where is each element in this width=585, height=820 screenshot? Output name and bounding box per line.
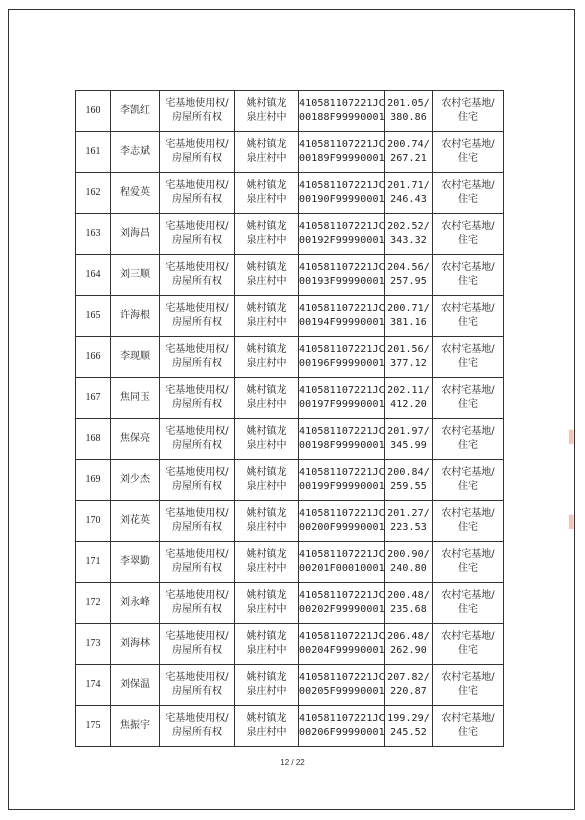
area-cell — [385, 501, 433, 542]
area-cell — [385, 255, 433, 296]
row-number-cell: 172 — [76, 583, 111, 624]
area-line: 199.29/ — [387, 713, 430, 724]
usage-cell — [433, 501, 504, 542]
owner-name-cell: 李凯红 — [111, 91, 160, 132]
right-type-cell — [160, 337, 235, 378]
parcel-code-line: 410581107221JC — [299, 713, 385, 724]
location-line: 姚村镇龙 — [246, 467, 287, 478]
usage-cell — [433, 706, 504, 747]
parcel-code-line: 00198F99990001 — [299, 440, 385, 451]
area-cell — [385, 378, 433, 419]
usage-line: 住宅 — [458, 686, 478, 697]
area-line: 262.90 — [390, 645, 427, 656]
table-row — [76, 624, 504, 665]
owner-name-cell: 刘少杰 — [111, 460, 160, 501]
right-type-line: 宅基地使用权/ — [165, 508, 229, 519]
location-line: 泉庄村中 — [246, 153, 287, 164]
usage-cell — [433, 173, 504, 214]
usage-line: 住宅 — [458, 276, 478, 287]
parcel-code-line: 410581107221JC — [299, 631, 385, 642]
parcel-code-line: 410581107221JC — [299, 549, 385, 560]
row-number-cell: 163 — [76, 214, 111, 255]
right-type-cell — [160, 296, 235, 337]
table-row — [76, 173, 504, 214]
location-line: 泉庄村中 — [246, 399, 287, 410]
area-line: 412.20 — [390, 399, 427, 410]
location-line: 泉庄村中 — [246, 440, 287, 451]
usage-line: 住宅 — [458, 153, 478, 164]
right-type-line: 宅基地使用权/ — [165, 262, 229, 273]
usage-line: 住宅 — [458, 112, 478, 123]
parcel-code-line: 00199F99990001 — [299, 481, 385, 492]
owner-name-cell: 许海根 — [111, 296, 160, 337]
location-line: 泉庄村中 — [246, 194, 287, 205]
table-row — [76, 255, 504, 296]
location-line: 姚村镇龙 — [246, 221, 287, 232]
row-number-cell: 171 — [76, 542, 111, 583]
location-line: 姚村镇龙 — [246, 590, 287, 601]
parcel-code-cell — [299, 460, 385, 501]
area-line: 380.86 — [390, 112, 427, 123]
parcel-code-cell — [299, 255, 385, 296]
parcel-code-cell — [299, 296, 385, 337]
owner-name-cell: 李现顺 — [111, 337, 160, 378]
owner-name-cell: 刘海林 — [111, 624, 160, 665]
table-row — [76, 337, 504, 378]
table-row — [76, 665, 504, 706]
area-cell — [385, 173, 433, 214]
location-line: 姚村镇龙 — [246, 508, 287, 519]
usage-line: 农村宅基地/ — [441, 672, 495, 683]
parcel-code-cell — [299, 132, 385, 173]
usage-line: 农村宅基地/ — [441, 221, 495, 232]
right-type-line: 宅基地使用权/ — [165, 426, 229, 437]
row-number-cell: 161 — [76, 132, 111, 173]
table-row — [76, 91, 504, 132]
area-cell — [385, 624, 433, 665]
owner-name-cell: 焦保亮 — [111, 419, 160, 460]
usage-line: 农村宅基地/ — [441, 344, 495, 355]
location-line: 泉庄村中 — [246, 727, 287, 738]
usage-line: 住宅 — [458, 563, 478, 574]
table-row — [76, 542, 504, 583]
usage-cell — [433, 542, 504, 583]
parcel-code-line: 00193F99990001 — [299, 276, 385, 287]
location-line: 姚村镇龙 — [246, 426, 287, 437]
right-type-cell — [160, 542, 235, 583]
right-type-cell — [160, 501, 235, 542]
usage-cell — [433, 132, 504, 173]
usage-cell — [433, 255, 504, 296]
right-type-line: 房屋所有权 — [172, 604, 222, 615]
page-number: 12 / 22 — [280, 758, 305, 767]
area-line: 200.84/ — [387, 467, 430, 478]
usage-line: 住宅 — [458, 235, 478, 246]
parcel-code-line: 410581107221JC — [299, 344, 385, 355]
right-type-line: 房屋所有权 — [172, 563, 222, 574]
owner-name-cell: 焦同玉 — [111, 378, 160, 419]
location-line: 泉庄村中 — [246, 645, 287, 656]
owner-name-cell: 刘海昌 — [111, 214, 160, 255]
right-type-line: 宅基地使用权/ — [165, 221, 229, 232]
location-cell — [235, 337, 299, 378]
parcel-code-line: 410581107221JC — [299, 221, 385, 232]
area-line: 267.21 — [390, 153, 427, 164]
right-type-line: 宅基地使用权/ — [165, 385, 229, 396]
owner-name-cell: 李志斌 — [111, 132, 160, 173]
right-type-line: 宅基地使用权/ — [165, 467, 229, 478]
parcel-code-cell — [299, 214, 385, 255]
area-line: 245.52 — [390, 727, 427, 738]
area-line: 246.43 — [390, 194, 427, 205]
area-line: 257.95 — [390, 276, 427, 287]
usage-cell — [433, 296, 504, 337]
owner-name-cell: 焦振宇 — [111, 706, 160, 747]
location-cell — [235, 173, 299, 214]
location-cell — [235, 706, 299, 747]
parcel-code-cell — [299, 706, 385, 747]
location-cell — [235, 665, 299, 706]
owner-name-cell: 程爱英 — [111, 173, 160, 214]
location-line: 姚村镇龙 — [246, 262, 287, 273]
table-row — [76, 460, 504, 501]
area-line: 240.80 — [390, 563, 427, 574]
parcel-code-line: 410581107221JC — [299, 467, 385, 478]
location-line: 泉庄村中 — [246, 481, 287, 492]
parcel-code-line: 00190F99990001 — [299, 194, 385, 205]
area-line: 343.32 — [390, 235, 427, 246]
location-line: 泉庄村中 — [246, 522, 287, 533]
usage-cell — [433, 583, 504, 624]
area-cell — [385, 91, 433, 132]
area-cell — [385, 214, 433, 255]
usage-line: 农村宅基地/ — [441, 549, 495, 560]
row-number-cell: 173 — [76, 624, 111, 665]
parcel-code-cell — [299, 583, 385, 624]
location-line: 姚村镇龙 — [246, 672, 287, 683]
usage-cell — [433, 91, 504, 132]
parcel-code-line: 00206F99990001 — [299, 727, 385, 738]
parcel-code-cell — [299, 542, 385, 583]
location-cell — [235, 542, 299, 583]
location-line: 姚村镇龙 — [246, 713, 287, 724]
parcel-code-line: 410581107221JC — [299, 303, 385, 314]
location-line: 泉庄村中 — [246, 112, 287, 123]
right-type-line: 房屋所有权 — [172, 358, 222, 369]
area-cell — [385, 419, 433, 460]
location-cell — [235, 132, 299, 173]
owner-name-cell: 刘永峰 — [111, 583, 160, 624]
usage-line: 农村宅基地/ — [441, 467, 495, 478]
parcel-code-line: 410581107221JC — [299, 98, 385, 109]
right-type-line: 房屋所有权 — [172, 440, 222, 451]
usage-line: 住宅 — [458, 317, 478, 328]
parcel-code-cell — [299, 337, 385, 378]
location-line: 泉庄村中 — [246, 276, 287, 287]
registration-table — [75, 90, 504, 747]
location-line: 泉庄村中 — [246, 686, 287, 697]
right-type-cell — [160, 583, 235, 624]
seal-fragment-top: ▌ — [569, 430, 579, 444]
right-type-line: 房屋所有权 — [172, 235, 222, 246]
owner-name-cell: 刘保温 — [111, 665, 160, 706]
parcel-code-cell — [299, 378, 385, 419]
row-number-cell: 164 — [76, 255, 111, 296]
parcel-code-line: 00204F99990001 — [299, 645, 385, 656]
table-row — [76, 501, 504, 542]
location-line: 姚村镇龙 — [246, 303, 287, 314]
right-type-line: 房屋所有权 — [172, 194, 222, 205]
right-type-line: 宅基地使用权/ — [165, 180, 229, 191]
usage-line: 住宅 — [458, 727, 478, 738]
row-number-cell: 170 — [76, 501, 111, 542]
right-type-cell — [160, 706, 235, 747]
usage-line: 农村宅基地/ — [441, 385, 495, 396]
table-body — [76, 91, 504, 747]
area-line: 235.68 — [390, 604, 427, 615]
area-line: 204.56/ — [387, 262, 430, 273]
row-number-cell: 174 — [76, 665, 111, 706]
usage-line: 农村宅基地/ — [441, 262, 495, 273]
area-line: 223.53 — [390, 522, 427, 533]
area-cell — [385, 132, 433, 173]
area-line: 202.52/ — [387, 221, 430, 232]
area-line: 381.16 — [390, 317, 427, 328]
location-line: 泉庄村中 — [246, 317, 287, 328]
right-type-line: 房屋所有权 — [172, 522, 222, 533]
location-cell — [235, 583, 299, 624]
area-line: 345.99 — [390, 440, 427, 451]
usage-line: 农村宅基地/ — [441, 98, 495, 109]
area-line: 200.71/ — [387, 303, 430, 314]
area-line: 201.27/ — [387, 508, 430, 519]
location-cell — [235, 296, 299, 337]
area-line: 202.11/ — [387, 385, 430, 396]
parcel-code-cell — [299, 91, 385, 132]
area-line: 200.48/ — [387, 590, 430, 601]
parcel-code-line: 00194F99990001 — [299, 317, 385, 328]
right-type-line: 宅基地使用权/ — [165, 631, 229, 642]
location-cell — [235, 91, 299, 132]
parcel-code-line: 410581107221JC — [299, 262, 385, 273]
right-type-line: 宅基地使用权/ — [165, 139, 229, 150]
parcel-code-line: 00197F99990001 — [299, 399, 385, 410]
right-type-line: 房屋所有权 — [172, 481, 222, 492]
row-number-cell: 160 — [76, 91, 111, 132]
usage-line: 住宅 — [458, 440, 478, 451]
location-cell — [235, 460, 299, 501]
parcel-code-line: 410581107221JC — [299, 139, 385, 150]
location-line: 泉庄村中 — [246, 563, 287, 574]
area-cell — [385, 337, 433, 378]
usage-cell — [433, 624, 504, 665]
usage-line: 住宅 — [458, 604, 478, 615]
table-row — [76, 706, 504, 747]
area-line: 206.48/ — [387, 631, 430, 642]
right-type-cell — [160, 378, 235, 419]
right-type-cell — [160, 91, 235, 132]
right-type-line: 房屋所有权 — [172, 645, 222, 656]
location-cell — [235, 255, 299, 296]
usage-line: 住宅 — [458, 481, 478, 492]
parcel-code-line: 00202F99990001 — [299, 604, 385, 615]
table-row — [76, 378, 504, 419]
row-number-cell: 166 — [76, 337, 111, 378]
location-cell — [235, 378, 299, 419]
location-line: 姚村镇龙 — [246, 631, 287, 642]
row-number-cell: 168 — [76, 419, 111, 460]
location-cell — [235, 214, 299, 255]
parcel-code-line: 410581107221JC — [299, 672, 385, 683]
parcel-code-line: 00200F99990001 — [299, 522, 385, 533]
usage-cell — [433, 665, 504, 706]
area-cell — [385, 460, 433, 501]
area-cell — [385, 665, 433, 706]
table-row — [76, 419, 504, 460]
location-cell — [235, 501, 299, 542]
location-line: 姚村镇龙 — [246, 180, 287, 191]
location-cell — [235, 419, 299, 460]
area-cell — [385, 583, 433, 624]
parcel-code-cell — [299, 419, 385, 460]
row-number-cell: 167 — [76, 378, 111, 419]
owner-name-cell: 刘花英 — [111, 501, 160, 542]
parcel-code-cell — [299, 665, 385, 706]
right-type-cell — [160, 460, 235, 501]
parcel-code-line: 00189F99990001 — [299, 153, 385, 164]
right-type-cell — [160, 214, 235, 255]
parcel-code-line: 410581107221JC — [299, 180, 385, 191]
area-line: 201.71/ — [387, 180, 430, 191]
area-line: 201.97/ — [387, 426, 430, 437]
usage-line: 农村宅基地/ — [441, 508, 495, 519]
parcel-code-cell — [299, 624, 385, 665]
owner-name-cell: 李翠勤 — [111, 542, 160, 583]
usage-cell — [433, 419, 504, 460]
right-type-cell — [160, 132, 235, 173]
row-number-cell: 165 — [76, 296, 111, 337]
parcel-code-cell — [299, 501, 385, 542]
usage-cell — [433, 460, 504, 501]
usage-line: 住宅 — [458, 522, 478, 533]
right-type-line: 宅基地使用权/ — [165, 303, 229, 314]
parcel-code-line: 410581107221JC — [299, 508, 385, 519]
right-type-cell — [160, 419, 235, 460]
area-line: 201.56/ — [387, 344, 430, 355]
parcel-code-line: 00205F99990001 — [299, 686, 385, 697]
table-row — [76, 583, 504, 624]
parcel-code-line: 410581107221JC — [299, 385, 385, 396]
right-type-line: 房屋所有权 — [172, 399, 222, 410]
right-type-line: 房屋所有权 — [172, 112, 222, 123]
location-cell — [235, 624, 299, 665]
right-type-line: 宅基地使用权/ — [165, 98, 229, 109]
usage-line: 农村宅基地/ — [441, 303, 495, 314]
right-type-line: 宅基地使用权/ — [165, 549, 229, 560]
usage-line: 住宅 — [458, 399, 478, 410]
parcel-code-line: 00196F99990001 — [299, 358, 385, 369]
right-type-line: 宅基地使用权/ — [165, 672, 229, 683]
table-row — [76, 214, 504, 255]
area-line: 200.74/ — [387, 139, 430, 150]
area-cell — [385, 542, 433, 583]
row-number-cell: 162 — [76, 173, 111, 214]
area-cell — [385, 296, 433, 337]
usage-line: 农村宅基地/ — [441, 139, 495, 150]
area-line: 377.12 — [390, 358, 427, 369]
usage-line: 农村宅基地/ — [441, 180, 495, 191]
table-row — [76, 296, 504, 337]
location-line: 姚村镇龙 — [246, 139, 287, 150]
usage-cell — [433, 337, 504, 378]
area-line: 207.82/ — [387, 672, 430, 683]
right-type-line: 宅基地使用权/ — [165, 590, 229, 601]
owner-name-cell: 刘三顺 — [111, 255, 160, 296]
parcel-code-line: 00201F00010001 — [299, 563, 385, 574]
right-type-line: 房屋所有权 — [172, 686, 222, 697]
area-line: 220.87 — [390, 686, 427, 697]
location-line: 姚村镇龙 — [246, 344, 287, 355]
area-cell — [385, 706, 433, 747]
right-type-cell — [160, 624, 235, 665]
location-line: 泉庄村中 — [246, 604, 287, 615]
parcel-code-cell — [299, 173, 385, 214]
location-line: 姚村镇龙 — [246, 549, 287, 560]
parcel-code-line: 410581107221JC — [299, 590, 385, 601]
table-row — [76, 132, 504, 173]
right-type-line: 房屋所有权 — [172, 727, 222, 738]
right-type-cell — [160, 255, 235, 296]
right-type-line: 房屋所有权 — [172, 153, 222, 164]
right-type-line: 宅基地使用权/ — [165, 713, 229, 724]
usage-line: 农村宅基地/ — [441, 590, 495, 601]
location-line: 姚村镇龙 — [246, 385, 287, 396]
seal-fragment-bottom: ▌ — [569, 515, 579, 529]
area-line: 200.90/ — [387, 549, 430, 560]
usage-line: 农村宅基地/ — [441, 713, 495, 724]
parcel-code-line: 00192F99990001 — [299, 235, 385, 246]
parcel-code-line: 410581107221JC — [299, 426, 385, 437]
area-line: 201.05/ — [387, 98, 430, 109]
usage-cell — [433, 214, 504, 255]
location-line: 泉庄村中 — [246, 235, 287, 246]
usage-line: 农村宅基地/ — [441, 631, 495, 642]
row-number-cell: 175 — [76, 706, 111, 747]
right-type-line: 宅基地使用权/ — [165, 344, 229, 355]
usage-line: 住宅 — [458, 194, 478, 205]
usage-cell — [433, 378, 504, 419]
location-line: 姚村镇龙 — [246, 98, 287, 109]
right-type-cell — [160, 665, 235, 706]
usage-line: 住宅 — [458, 358, 478, 369]
right-type-line: 房屋所有权 — [172, 317, 222, 328]
area-line: 259.55 — [390, 481, 427, 492]
usage-line: 农村宅基地/ — [441, 426, 495, 437]
right-type-line: 房屋所有权 — [172, 276, 222, 287]
right-type-cell — [160, 173, 235, 214]
parcel-code-line: 00188F99990001 — [299, 112, 385, 123]
location-line: 泉庄村中 — [246, 358, 287, 369]
usage-line: 住宅 — [458, 645, 478, 656]
row-number-cell: 169 — [76, 460, 111, 501]
